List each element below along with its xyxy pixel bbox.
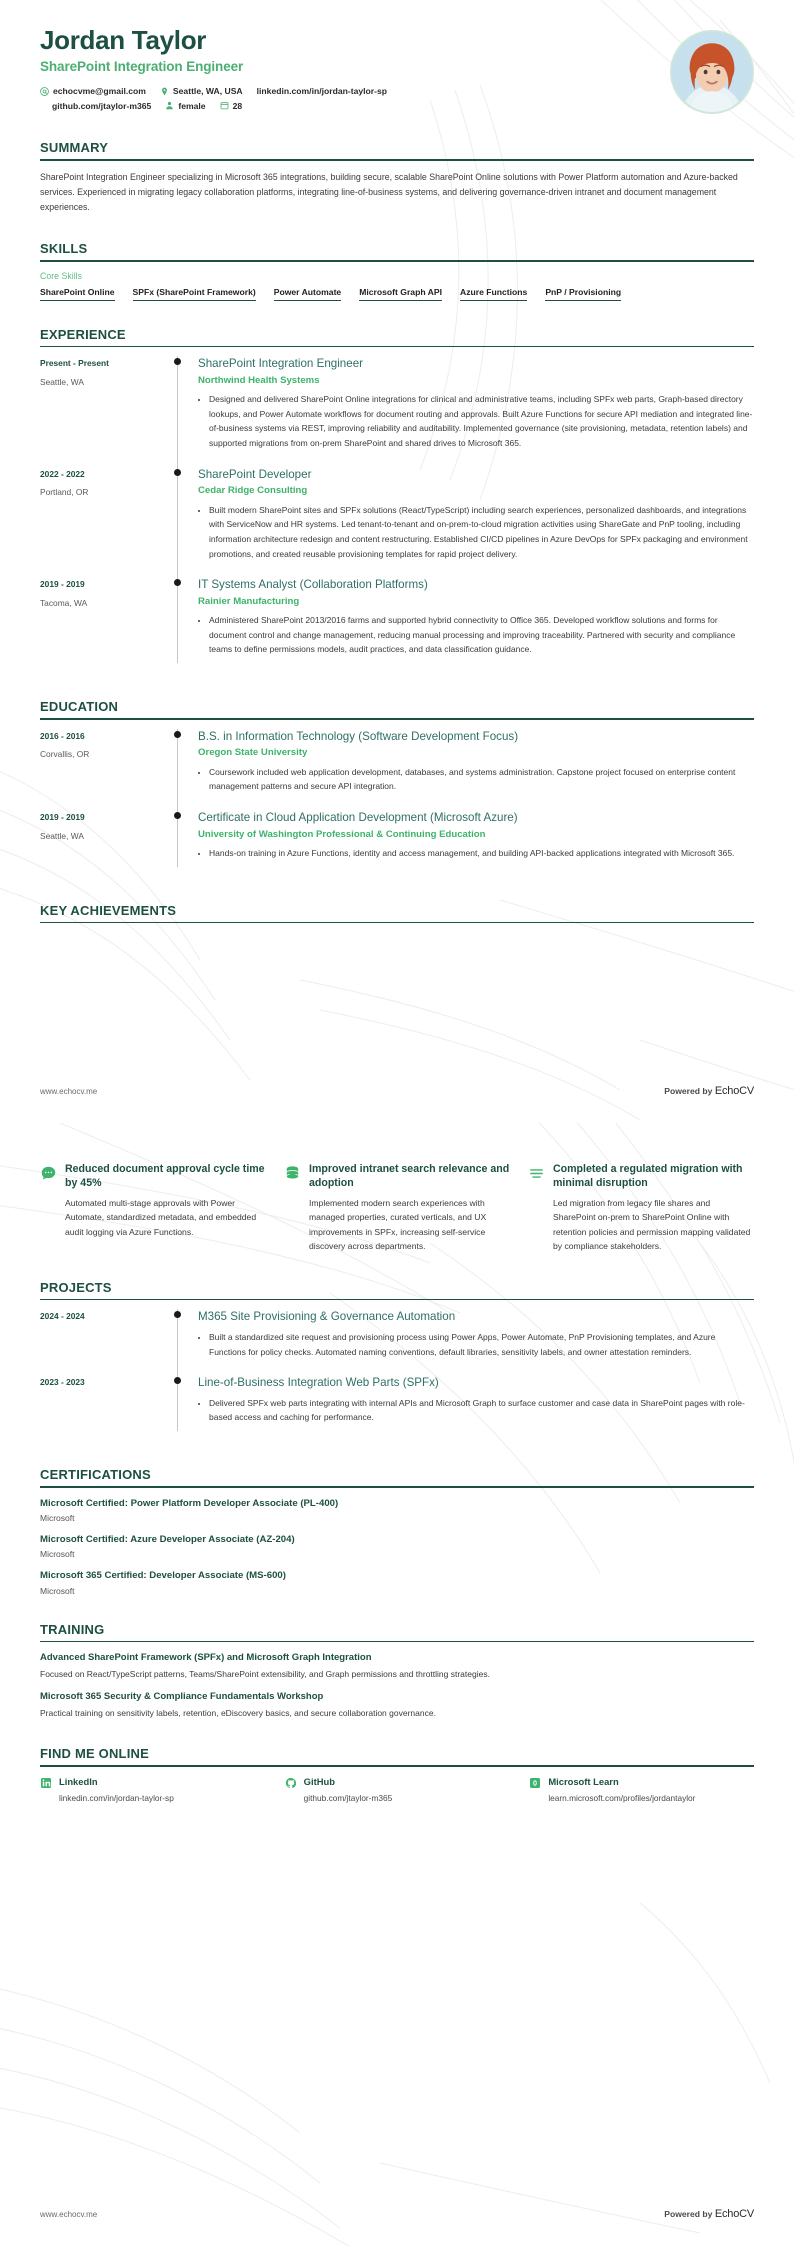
online-link-url: github.com/jtaylor-m365 [303,1793,393,1804]
list-lines-icon [528,1165,545,1182]
location-pin-icon [160,87,169,96]
entry-body [192,1375,754,1441]
entry-organization: University of Washington Professional & Continuing Education [198,828,486,840]
entry-title: Certificate in Cloud Application Development (Microsoft Azure) [198,810,518,824]
entry-meta [40,356,170,467]
online-link-label: Microsoft Learn [548,1775,619,1787]
bullet-item: • Delivered SPFx web parts integrating with internal APIs and Microsoft Graph to surface customer and case data in SharePoint pages with role-based access and caching for performance. [209,1396,754,1425]
entry-body [192,356,754,467]
chat-bubble-icon [40,1165,57,1182]
contact-gender [165,99,205,114]
entry-date: 2019 - 2019 [40,811,85,822]
entry-title: SharePoint Developer [198,467,312,481]
contact-gender-text: female [178,100,206,111]
online-links-grid [40,1776,754,1805]
timeline-rail [170,1375,192,1441]
entry-location: Seattle, WA [40,830,84,841]
entry-location: Seattle, WA [40,376,84,387]
section-divider [40,1641,754,1643]
certification-item [40,1569,754,1595]
contact-location [160,84,243,99]
education-entry [40,729,754,810]
section-divider [40,260,754,262]
entry-date: Present - Present [40,358,109,369]
entry-bullets [198,503,754,561]
skill-chip: PnP / Provisioning [545,287,621,301]
entry-meta [40,577,170,673]
resume-header [40,0,754,114]
page-footer [40,2208,754,2220]
entry-meta [40,810,170,877]
section-projects [40,1280,754,1441]
entry-title: Line-of-Business Integration Web Parts (SPFx) [198,1376,439,1390]
summary-section-title: SUMMARY [40,140,109,155]
entry-bullets [198,1330,754,1359]
achievement-card [40,1163,266,1254]
timeline-rail [170,356,192,467]
training-description: Practical training on sensitivity labels, retention, eDiscovery basics, and secure collaboration governance. [40,1707,436,1718]
timeline-rail [170,729,192,810]
database-icon [284,1165,301,1182]
footer-powered-by-label: Powered by [664,1086,715,1096]
timeline-dot-icon [174,469,181,476]
section-experience [40,327,754,673]
timeline-dot-icon [174,1311,181,1318]
entry-date: 2022 - 2022 [40,468,85,479]
entry-body [192,467,754,578]
bullet-item: • Designed and delivered SharePoint Online integrations for clinical and administrative teams, including SPFx web parts, Graph-based directory lookups, and Power Automate workflows for document routing and approvals. Built Azure Functions for secure API mediation and integrated line-of-business systems via REST, improving reliability and auditability. Implemented governance (site provisioning, metadata, retention labels) and supported migrations from on-prem SharePoint and shared drives to Microsoft 365. [209,392,754,450]
entry-organization: Cedar Ridge Consulting [198,485,308,497]
contact-age [220,99,243,114]
bullet-item: • Hands-on training in Azure Functions, identity and access management, and building API-backed applications integrated with Microsoft 365. [209,846,754,861]
entry-organization: Oregon State University [198,747,308,759]
experience-entry [40,356,754,467]
entry-title: B.S. in Information Technology (Software Development Focus) [198,729,519,743]
timeline-rail [170,577,192,673]
skills-section-title: SKILLS [40,240,88,256]
timeline-rail [170,810,192,877]
entry-location: Tacoma, WA [40,597,88,608]
project-entry [40,1309,754,1375]
timeline-dot-icon [174,579,181,586]
contact-linkedin-text: linkedin.com/in/jordan-taylor-sp [256,85,388,96]
linkedin-icon [40,1777,52,1789]
training-item [40,1651,754,1681]
online-link-github[interactable] [285,1776,510,1805]
entry-title: M365 Site Provisioning & Governance Automation [198,1310,456,1324]
skill-chip: SharePoint Online [40,287,115,301]
certification-title: Microsoft 365 Certified: Developer Associate (MS-600) [40,1570,286,1582]
footer-brand-name: EchoCV [714,1085,754,1097]
experience-entry [40,577,754,673]
achievement-title: Reduced document approval cycle time by 45% [65,1163,265,1189]
skills-group-label: Core Skills [40,270,83,281]
timeline-dot-icon [174,358,181,365]
entry-organization: Rainier Manufacturing [198,595,300,607]
microsoft-learn-icon [529,1777,541,1789]
entry-bullets [198,613,754,657]
entry-meta [40,729,170,810]
training-title: Microsoft 365 Security & Compliance Fundamentals Workshop [40,1691,324,1703]
certification-title: Microsoft Certified: Azure Developer Associate (AZ-204) [40,1534,295,1546]
training-item [40,1690,754,1720]
timeline-dot-icon [174,1377,181,1384]
online-link-url: linkedin.com/in/jordan-taylor-sp [59,1793,174,1804]
online-link-microsoft-learn[interactable] [529,1776,754,1805]
github-icon [285,1777,297,1789]
contact-row-2 [40,99,387,114]
footer-site-url[interactable]: www.echocv.me [40,2209,98,2219]
achievement-text-block [309,1163,510,1254]
entry-meta [40,1309,170,1375]
timeline-rail [170,467,192,578]
bullet-item: • Coursework included web application development, databases, and systems administration. Capstone project focused on enterprise content management patterns and secure API integration. [209,765,754,794]
footer-brand-name: EchoCV [714,2208,754,2220]
summary-text: SharePoint Integration Engineer specializing in Microsoft 365 integrations, building secure, scalable SharePoint Online solutions with Power Platform automation and Azure-backed services. Experienced in migrating legacy collaboration platforms, integrating line-of-business systems, and delivering governance-driven intranet and document management experiences. [40,171,738,212]
skill-chip: Power Automate [274,287,342,301]
footer-site-url[interactable]: www.echocv.me [40,1086,98,1096]
education-section-title: EDUCATION [40,699,119,715]
entry-date: 2024 - 2024 [40,1311,85,1322]
achievement-text-block [553,1163,754,1254]
section-divider [40,718,754,720]
section-key-achievements-heading [40,903,754,924]
section-summary [40,140,754,215]
section-skills [40,241,754,301]
section-divider [40,1765,754,1767]
online-link-linkedin[interactable] [40,1776,265,1805]
candidate-name: Jordan Taylor [40,25,207,55]
section-divider [40,1299,754,1301]
experience-section-title: EXPERIENCE [40,326,126,342]
project-entry [40,1375,754,1441]
online-link-text-block [59,1776,174,1805]
entry-body [192,1309,754,1375]
training-section-title: TRAINING [40,1621,105,1637]
entry-title: IT Systems Analyst (Collaboration Platforms) [198,578,428,592]
bullet-item: • Built a standardized site request and provisioning process using Power Apps, Power Automate, PnP Provisioning templates, and Azure Functions for policy checks. Automated naming conventions, default libraries, sensitivity labels, and owner attestation reminders. [209,1330,754,1359]
contact-email[interactable] [40,84,146,99]
achievement-description: Implemented modern search experiences with managed properties, curated verticals, and UX improvements in SPFx, increasing self-service discovery across departments. [309,1197,487,1252]
calendar-icon [220,101,229,110]
online-link-text-block [304,1776,393,1805]
achievement-card [528,1163,754,1254]
section-training [40,1622,754,1720]
certification-title: Microsoft Certified: Power Platform Developer Associate (PL-400) [40,1497,339,1509]
skill-chip: Azure Functions [460,287,527,301]
timeline-dot-icon [174,812,181,819]
entry-meta [40,1375,170,1441]
education-entry [40,810,754,877]
section-education [40,699,754,877]
achievement-description: Led migration from legacy file shares and SharePoint on-prem to SharePoint Online with retention policies and permission mapping validated by compliance stakeholders. [553,1197,751,1252]
section-divider [40,159,754,161]
entry-title: SharePoint Integration Engineer [198,357,364,371]
bullet-item: • Administered SharePoint 2013/2016 farms and supported hybrid connectivity to Office 365. Developed workflow solutions and forms for document control and change management, reducing manual processing and improving traceability. Partnered with security and compliance teams to define permissions models, audit practices, and data classification guidance. [209,613,754,657]
person-icon [165,101,174,110]
entry-date: 2023 - 2023 [40,1377,85,1388]
training-title: Advanced SharePoint Framework (SPFx) and Microsoft Graph Integration [40,1652,372,1664]
entry-bullets [198,392,754,450]
entry-body [192,810,754,877]
online-link-label: LinkedIn [59,1775,98,1787]
skill-chip: SPFx (SharePoint Framework) [133,287,256,301]
contact-age-text: 28 [232,100,243,111]
find-me-online-section-title: FIND ME ONLINE [40,1746,149,1762]
online-link-label: GitHub [303,1775,335,1787]
section-divider [40,1486,754,1488]
achievement-description: Automated multi-stage approvals with Power Automate, standardized metadata, and embedded audit logging via Azure Functions. [65,1197,257,1237]
timeline-rail [170,1309,192,1375]
email-icon [40,87,49,96]
training-description: Focused on React/TypeScript patterns, Teams/SharePoint extensibility, and Graph permissions and throttling strategies. [40,1668,490,1679]
section-divider [40,922,754,924]
header-identity-block [40,26,387,113]
certification-issuer: Microsoft [40,1585,75,1596]
achievement-text-block [65,1163,266,1239]
timeline-dot-icon [174,731,181,738]
entry-body [192,729,754,810]
footer-brand [664,2208,754,2220]
entry-bullets [198,765,754,794]
candidate-headline: SharePoint Integration Engineer [40,58,244,74]
entry-body [192,577,754,673]
entry-meta [40,467,170,578]
online-link-url: learn.microsoft.com/profiles/jordantaylor [548,1793,696,1804]
entry-location: Portland, OR [40,487,89,498]
entry-organization: Northwind Health Systems [198,374,320,386]
contact-info [40,84,387,113]
contact-github-text: github.com/jtaylor-m365 [52,100,152,111]
contact-location-text: Seattle, WA, USA [172,85,243,96]
certification-item [40,1497,754,1523]
certification-issuer: Microsoft [40,1513,75,1524]
key-achievements-grid [40,1163,754,1254]
skills-list [40,287,754,301]
contact-row-1 [40,84,387,99]
section-divider [40,346,754,348]
achievement-card [284,1163,510,1254]
achievement-title: Improved intranet search relevance and adoption [309,1163,510,1189]
footer-powered-by-label: Powered by [664,2209,715,2219]
key-achievements-section-title: KEY ACHIEVEMENTS [40,902,177,918]
entry-date: 2016 - 2016 [40,730,85,741]
entry-bullets [198,846,754,861]
resume-page-2 [0,1123,794,2246]
footer-brand [664,1085,754,1097]
contact-email-text: echocvme@gmail.com [53,85,146,96]
skill-chip: Microsoft Graph API [359,287,442,301]
entry-bullets [198,1396,754,1425]
projects-section-title: PROJECTS [40,1279,112,1295]
section-find-me-online [40,1746,754,1804]
contact-linkedin-url[interactable] [257,84,387,99]
experience-entry [40,467,754,578]
avatar [670,30,754,114]
entry-date: 2019 - 2019 [40,579,85,590]
entry-location: Corvallis, OR [40,749,90,760]
contact-github-url[interactable] [52,99,151,114]
certification-item [40,1533,754,1559]
page-footer [40,1085,754,1097]
certification-issuer: Microsoft [40,1549,75,1560]
section-certifications [40,1467,754,1596]
achievement-title: Completed a regulated migration with minimal disruption [553,1163,743,1189]
online-link-text-block [548,1776,695,1805]
certifications-section-title: CERTIFICATIONS [40,1467,151,1482]
bullet-item: • Built modern SharePoint sites and SPFx solutions (React/TypeScript) including search experiences, personalized dashboards, and integrations with ServiceNow and HR systems. Led tenant-to-tenant and on-prem-to-cloud migration activities using ShareGate and PnP tooling, including information architecture redesign and content restructuring. Established CI/CD pipelines in Azure DevOps for SPFx packaging and environment promotions, and created reusable provisioning templates for rapid project delivery. [209,503,754,561]
